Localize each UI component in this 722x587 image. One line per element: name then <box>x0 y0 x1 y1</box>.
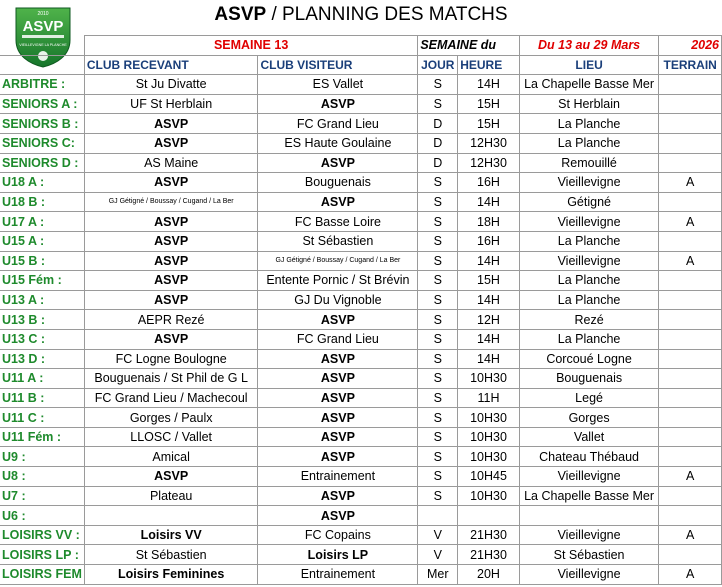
field-cell <box>659 486 722 506</box>
time-cell: 10H30 <box>458 408 520 428</box>
venue-cell: La Planche <box>519 231 659 251</box>
day-cell: S <box>418 192 458 212</box>
home-team-cell: ASVP <box>84 290 258 310</box>
time-cell: 20H <box>458 565 520 585</box>
category-cell: U18 A : <box>0 173 84 193</box>
home-team-cell: Gorges / Paulx <box>84 408 258 428</box>
day-cell: S <box>418 271 458 291</box>
day-cell: S <box>418 467 458 487</box>
field-cell <box>659 408 722 428</box>
venue-cell: Rezé <box>519 310 659 330</box>
field-cell <box>659 545 722 565</box>
table-row <box>0 506 722 526</box>
table-row <box>0 349 722 369</box>
svg-text:VIEILLEVIGNE LA PLANCHE: VIEILLEVIGNE LA PLANCHE <box>19 43 67 47</box>
away-team-cell: ES Haute Goulaine <box>258 133 418 153</box>
away-team-cell: ASVP <box>258 408 418 428</box>
home-team-cell: Loisirs VV <box>84 525 258 545</box>
away-team-cell: Loisirs LP <box>258 545 418 565</box>
home-team-cell: ASVP <box>84 251 258 271</box>
venue-cell: Gétigné <box>519 192 659 212</box>
away-team-cell: St Sébastien <box>258 231 418 251</box>
header-row <box>0 55 722 75</box>
time-cell: 10H30 <box>458 447 520 467</box>
away-team-cell: ASVP <box>258 447 418 467</box>
field-cell <box>659 349 722 369</box>
venue-cell: St Sébastien <box>519 545 659 565</box>
table-row <box>0 427 722 447</box>
field-cell: A <box>659 467 722 487</box>
table-row <box>0 310 722 330</box>
away-team-cell: Entente Pornic / St Brévin <box>258 271 418 291</box>
category-cell: LOISIRS VV : <box>0 525 84 545</box>
table-row <box>0 94 722 114</box>
category-cell: U15 Fém : <box>0 271 84 291</box>
home-team-cell <box>84 506 258 526</box>
time-cell: 16H <box>458 231 520 251</box>
time-cell: 12H30 <box>458 153 520 173</box>
home-team-cell: St Ju Divatte <box>84 75 258 95</box>
venue-cell: Vieillevigne <box>519 565 659 585</box>
time-cell: 10H30 <box>458 427 520 447</box>
home-team-cell: Bouguenais / St Phil de G L <box>84 369 258 389</box>
semaine-label: SEMAINE 13 <box>84 36 417 56</box>
home-team-cell: FC Grand Lieu / Machecoul <box>84 388 258 408</box>
day-cell: S <box>418 75 458 95</box>
field-cell <box>659 329 722 349</box>
home-team-cell: ASVP <box>84 271 258 291</box>
table-row <box>0 114 722 134</box>
category-cell: U15 A : <box>0 231 84 251</box>
category-cell: U7 : <box>0 486 84 506</box>
venue-cell: La Chapelle Basse Mer <box>519 75 659 95</box>
venue-cell: Vieillevigne <box>519 212 659 232</box>
home-team-cell: Plateau <box>84 486 258 506</box>
day-cell: S <box>418 427 458 447</box>
venue-cell: Vieillevigne <box>519 467 659 487</box>
category-cell: SENIORS D : <box>0 153 84 173</box>
venue-cell: Corcoué Logne <box>519 349 659 369</box>
category-cell: U17 A : <box>0 212 84 232</box>
venue-cell: La Planche <box>519 329 659 349</box>
category-cell: U13 B : <box>0 310 84 330</box>
home-team-cell: ASVP <box>84 114 258 134</box>
category-cell: LOISIRS LP : <box>0 545 84 565</box>
away-team-cell: GJ Du Vignoble <box>258 290 418 310</box>
category-cell: U11 Fém : <box>0 427 84 447</box>
venue-cell: Bouguenais <box>519 369 659 389</box>
away-team-cell: ASVP <box>258 388 418 408</box>
category-cell: ARBITRE : <box>0 75 84 95</box>
category-cell: U13 A : <box>0 290 84 310</box>
field-cell <box>659 231 722 251</box>
away-team-cell: ES Vallet <box>258 75 418 95</box>
home-team-cell: AS Maine <box>84 153 258 173</box>
day-cell: D <box>418 153 458 173</box>
time-cell <box>458 506 520 526</box>
day-cell: S <box>418 251 458 271</box>
year: 2026 <box>659 36 722 56</box>
time-cell: 14H <box>458 192 520 212</box>
category-cell: U15 B : <box>0 251 84 271</box>
home-team-cell: LLOSC / Vallet <box>84 427 258 447</box>
venue-cell: La Planche <box>519 290 659 310</box>
table-row <box>0 290 722 310</box>
category-cell: U6 : <box>0 506 84 526</box>
home-team-cell: GJ Gétigné / Boussay / Cugand / La Ber <box>84 192 258 212</box>
col-jour: JOUR <box>418 55 458 75</box>
away-team-cell: FC Grand Lieu <box>258 114 418 134</box>
away-team-cell: ASVP <box>258 310 418 330</box>
table-row <box>0 388 722 408</box>
away-team-cell: ASVP <box>258 153 418 173</box>
day-cell: S <box>418 329 458 349</box>
home-team-cell: UF St Herblain <box>84 94 258 114</box>
day-cell: S <box>418 231 458 251</box>
col-terrain: TERRAIN <box>659 55 722 75</box>
field-cell: A <box>659 173 722 193</box>
table-row <box>0 408 722 428</box>
table-row <box>0 212 722 232</box>
table-row <box>0 369 722 389</box>
day-cell: S <box>418 310 458 330</box>
category-cell: SENIORS C: <box>0 133 84 153</box>
time-cell: 16H <box>458 173 520 193</box>
category-cell: SENIORS B : <box>0 114 84 134</box>
field-cell <box>659 271 722 291</box>
venue-cell: Gorges <box>519 408 659 428</box>
col-lieu: LIEU <box>519 55 659 75</box>
time-cell: 15H <box>458 114 520 134</box>
field-cell <box>659 447 722 467</box>
category-cell: U11 B : <box>0 388 84 408</box>
col-club-recevant: CLUB RECEVANT <box>84 55 258 75</box>
away-team-cell: ASVP <box>258 427 418 447</box>
field-cell <box>659 133 722 153</box>
field-cell <box>659 114 722 134</box>
venue-cell <box>519 506 659 526</box>
category-cell: U11 A : <box>0 369 84 389</box>
col-heure: HEURE <box>458 55 520 75</box>
home-team-cell: Amical <box>84 447 258 467</box>
table-row <box>0 545 722 565</box>
table-row <box>0 153 722 173</box>
away-team-cell: Entrainement <box>258 565 418 585</box>
field-cell <box>659 388 722 408</box>
table-row <box>0 192 722 212</box>
time-cell: 10H30 <box>458 369 520 389</box>
category-cell: U9 : <box>0 447 84 467</box>
day-cell: S <box>418 290 458 310</box>
away-team-cell: ASVP <box>258 349 418 369</box>
away-team-cell: Bouguenais <box>258 173 418 193</box>
table-row <box>0 447 722 467</box>
field-cell <box>659 369 722 389</box>
category-cell: U11 C : <box>0 408 84 428</box>
date-range: Du 13 au 29 Mars <box>519 36 659 56</box>
time-cell: 15H <box>458 94 520 114</box>
away-team-cell: FC Basse Loire <box>258 212 418 232</box>
venue-cell: Vallet <box>519 427 659 447</box>
table-row <box>0 251 722 271</box>
field-cell <box>659 506 722 526</box>
venue-cell: La Planche <box>519 114 659 134</box>
match-planning-table <box>0 35 722 585</box>
time-cell: 12H <box>458 310 520 330</box>
day-cell: S <box>418 94 458 114</box>
day-cell: V <box>418 545 458 565</box>
away-team-cell: ASVP <box>258 369 418 389</box>
venue-cell: La Planche <box>519 271 659 291</box>
field-cell <box>659 427 722 447</box>
day-cell: S <box>418 486 458 506</box>
field-cell <box>659 192 722 212</box>
time-cell: 15H <box>458 271 520 291</box>
time-cell: 10H45 <box>458 467 520 487</box>
field-cell: A <box>659 212 722 232</box>
home-team-cell: FC Logne Boulogne <box>84 349 258 369</box>
home-team-cell: AEPR Rezé <box>84 310 258 330</box>
week-row <box>0 36 722 56</box>
field-cell <box>659 75 722 95</box>
table-row <box>0 173 722 193</box>
day-cell: S <box>418 349 458 369</box>
svg-text:ASVP: ASVP <box>22 18 64 35</box>
away-team-cell: ASVP <box>258 192 418 212</box>
table-row <box>0 565 722 585</box>
time-cell: 18H <box>458 212 520 232</box>
table-row <box>0 486 722 506</box>
table-row <box>0 133 722 153</box>
field-cell <box>659 310 722 330</box>
home-team-cell: ASVP <box>84 133 258 153</box>
day-cell: S <box>418 369 458 389</box>
category-cell: U8 : <box>0 467 84 487</box>
home-team-cell: St Sébastien <box>84 545 258 565</box>
home-team-cell: Loisirs Feminines <box>84 565 258 585</box>
day-cell: Mer <box>418 565 458 585</box>
day-cell: S <box>418 212 458 232</box>
home-team-cell: ASVP <box>84 467 258 487</box>
venue-cell: Legé <box>519 388 659 408</box>
day-cell: V <box>418 525 458 545</box>
away-team-cell: FC Grand Lieu <box>258 329 418 349</box>
away-team-cell: ASVP <box>258 486 418 506</box>
table-row <box>0 467 722 487</box>
category-cell: LOISIRS FEM <box>0 565 84 585</box>
category-cell: U18 B : <box>0 192 84 212</box>
table-row <box>0 329 722 349</box>
category-cell: U13 D : <box>0 349 84 369</box>
time-cell: 14H <box>458 251 520 271</box>
field-cell <box>659 94 722 114</box>
semaine-du-label: SEMAINE du <box>418 36 519 56</box>
away-team-cell: GJ Gétigné / Boussay / Cugand / La Ber <box>258 251 418 271</box>
day-cell: S <box>418 173 458 193</box>
table-row <box>0 525 722 545</box>
page-title: ASVP / PLANNING DES MATCHS <box>214 4 508 25</box>
day-cell: D <box>418 114 458 134</box>
category-cell: U13 C : <box>0 329 84 349</box>
home-team-cell: ASVP <box>84 173 258 193</box>
home-team-cell: ASVP <box>84 329 258 349</box>
table-row <box>0 231 722 251</box>
time-cell: 14H <box>458 349 520 369</box>
field-cell <box>659 153 722 173</box>
away-team-cell: Entrainement <box>258 467 418 487</box>
time-cell: 21H30 <box>458 545 520 565</box>
venue-cell: Remouillé <box>519 153 659 173</box>
venue-cell: La Planche <box>519 133 659 153</box>
day-cell: D <box>418 133 458 153</box>
field-cell: A <box>659 525 722 545</box>
away-team-cell: ASVP <box>258 506 418 526</box>
time-cell: 21H30 <box>458 525 520 545</box>
venue-cell: St Herblain <box>519 94 659 114</box>
day-cell: S <box>418 388 458 408</box>
field-cell <box>659 290 722 310</box>
time-cell: 10H30 <box>458 486 520 506</box>
category-cell: SENIORS A : <box>0 94 84 114</box>
table-row <box>0 271 722 291</box>
venue-cell: La Chapelle Basse Mer <box>519 486 659 506</box>
time-cell: 14H <box>458 329 520 349</box>
table-row <box>0 75 722 95</box>
day-cell: S <box>418 447 458 467</box>
time-cell: 11H <box>458 388 520 408</box>
day-cell: S <box>418 408 458 428</box>
time-cell: 12H30 <box>458 133 520 153</box>
svg-text:2010: 2010 <box>37 11 49 17</box>
venue-cell: Vieillevigne <box>519 251 659 271</box>
day-cell <box>418 506 458 526</box>
home-team-cell: ASVP <box>84 212 258 232</box>
away-team-cell: ASVP <box>258 94 418 114</box>
venue-cell: Vieillevigne <box>519 525 659 545</box>
field-cell: A <box>659 565 722 585</box>
venue-cell: Vieillevigne <box>519 173 659 193</box>
time-cell: 14H <box>458 290 520 310</box>
venue-cell: Chateau Thébaud <box>519 447 659 467</box>
home-team-cell: ASVP <box>84 231 258 251</box>
time-cell: 14H <box>458 75 520 95</box>
col-club-visiteur: CLUB VISITEUR <box>258 55 418 75</box>
away-team-cell: FC Copains <box>258 525 418 545</box>
field-cell: A <box>659 251 722 271</box>
